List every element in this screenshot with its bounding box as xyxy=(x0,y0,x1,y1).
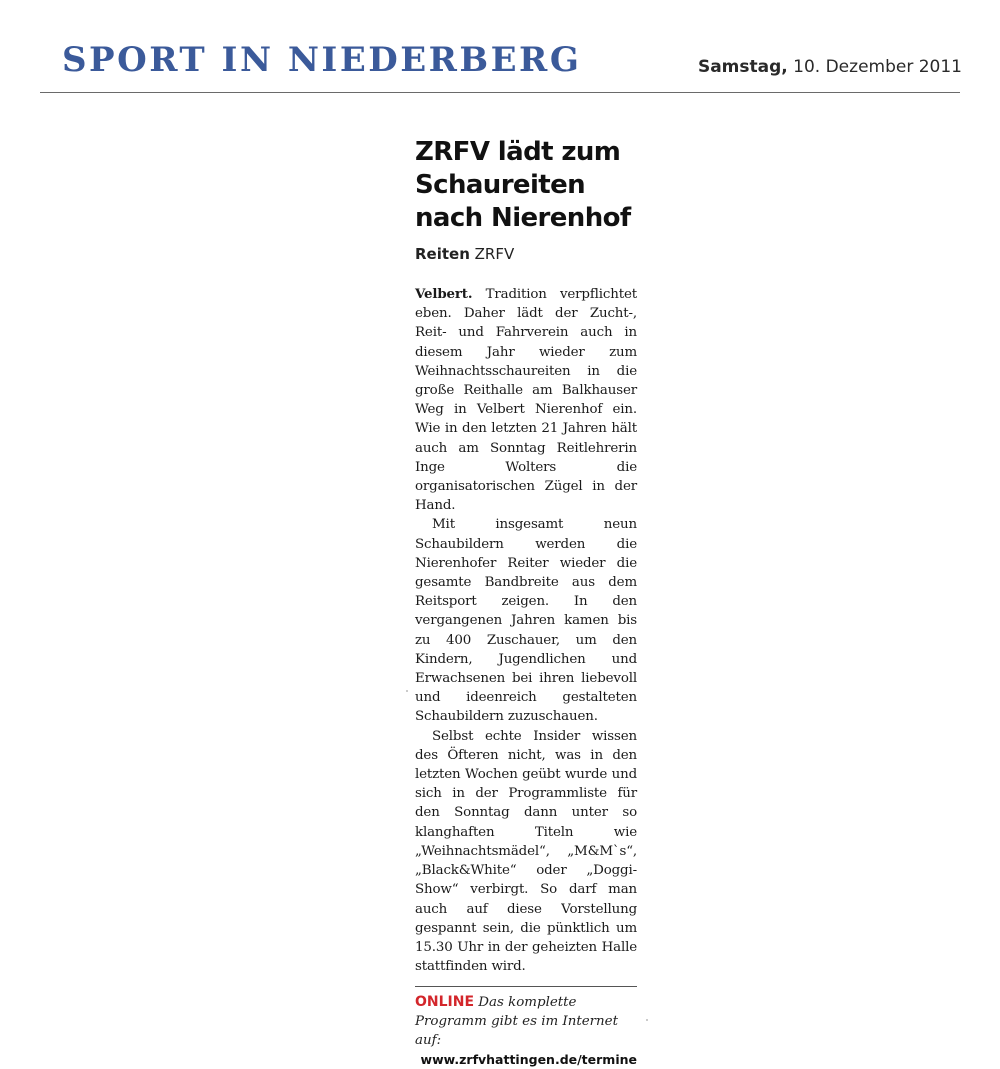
online-box xyxy=(415,993,637,1069)
kicker-source: ZRFV xyxy=(469,245,515,263)
dateline xyxy=(698,57,962,77)
online-divider xyxy=(415,986,637,987)
paragraph: Selbst echte Insider wissen des Öfteren nicht, was in den letzten Wochen geübt wurde und sich in der Programmliste für den Sonntag dann unter so klanghaften Titeln wie „Weihnachtsmädel“, „M&M`s“, „Black&White“ oder „Doggi-Show“ verbirgt. So darf man auch auf diese Vorstellung gespannt sein, die pünktlich um 15.30 Uhr in der geheizten Halle stattfinden wird. xyxy=(415,728,637,975)
paragraph: Mit insgesamt neun Schaubildern werden die Nierenhofer Reiter wieder die gesamte Bandbreite aus dem Reitsport zeigen. In den vergangenen Jahren kamen bis zu 400 Zuschauer, um den Kindern, Jugendlichen und Erwachsenen bei ihren liebevoll und ideenreich gestalteten Schaubildern zuzuschauen. xyxy=(415,517,637,725)
paragraph xyxy=(415,285,637,515)
headline: ZRFV lädt zum Schaureiten nach Nierenhof xyxy=(415,137,631,233)
date-weekday: Samstag, xyxy=(697,57,788,77)
dateline-location: Velbert. xyxy=(415,286,473,302)
kicker-category: Reiten xyxy=(415,245,470,263)
kicker xyxy=(415,245,637,263)
online-tag: ONLINE xyxy=(415,994,475,1011)
online-link[interactable]: www.zrfvhattingen.de/termine xyxy=(420,1052,637,1068)
article-body xyxy=(415,285,637,976)
article xyxy=(415,136,637,1069)
section-title: SPORT IN NIEDERBERG xyxy=(62,40,582,80)
header-divider xyxy=(40,92,960,93)
date-text: 10. Dezember 2011 xyxy=(787,57,962,77)
paragraph-text: Tradition verpflichtet eben. Daher lädt der Zucht-, Reit- und Fahrverein auch in diesem Jahr wieder zum Weihnachtsschaureiten in die große Reithalle am Balkhauser Weg in Velbert Nierenhof ein. Wie in den letzten 21 Jahren hält auch am Sonntag Reitlehrerin Inge Wolters die organisatorischen Zügel in der Hand. xyxy=(415,287,637,514)
scan-speck xyxy=(406,690,408,692)
scan-speck xyxy=(646,1019,648,1021)
online-text: Das komplette Programm gibt es im Internet auf: xyxy=(415,995,618,1049)
